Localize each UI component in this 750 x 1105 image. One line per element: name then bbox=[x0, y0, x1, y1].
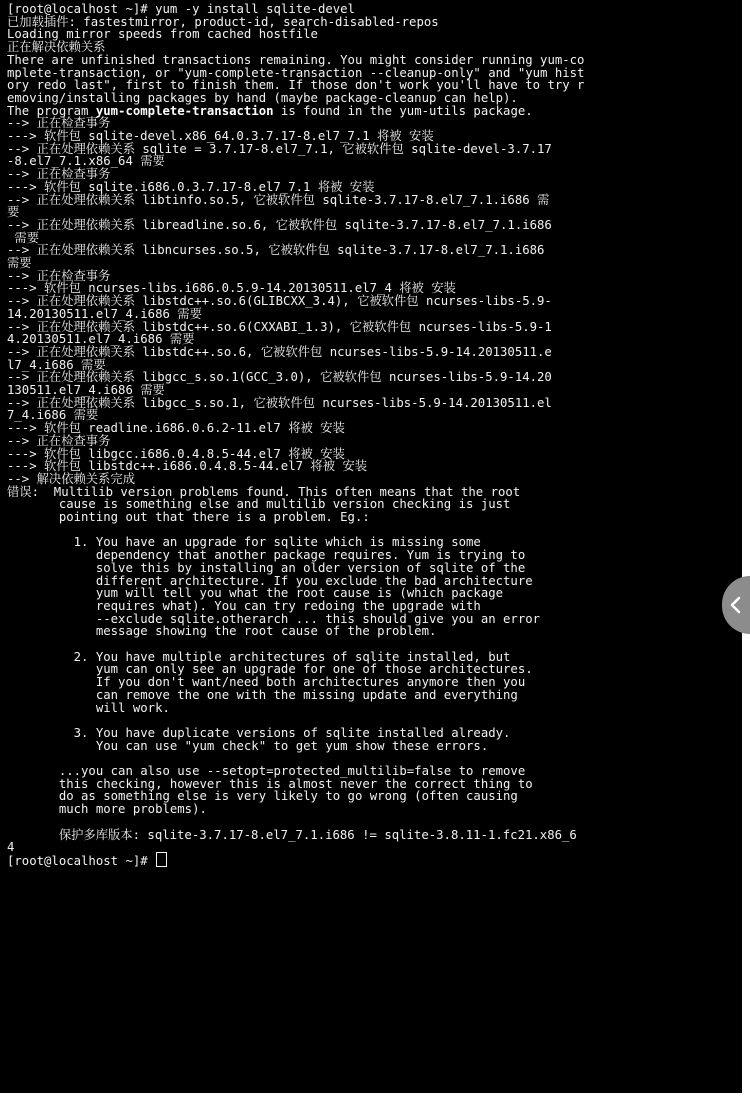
terminal-line: 7_4.i686 需要 bbox=[7, 408, 99, 423]
terminal-line: -8.el7_7.1.x86_64 需要 bbox=[7, 154, 165, 169]
terminal-line: requires what). You can try redoing the upgrade with bbox=[7, 598, 481, 613]
terminal-line: l7_4.i686 需要 bbox=[7, 357, 106, 372]
bold-program-name: yum-complete-transaction bbox=[95, 103, 274, 118]
terminal-line: --> 正在处理依赖关系 libstdc++.so.6, 它被软件包 ncurses-libs-5.9-14.20130511.e bbox=[7, 344, 552, 359]
terminal-line: 3. You have duplicate versions of sqlite installed already. bbox=[7, 725, 511, 740]
terminal-line: --> 正在处理依赖关系 libreadline.so.6, 它被软件包 sqlite-3.7.17-8.el7_7.1.i686 bbox=[7, 217, 552, 232]
terminal-line: pointing out that there is a problem. Eg.: bbox=[7, 510, 370, 524]
terminal-line: 保护多库版本: sqlite-3.7.17-8.el7_7.1.i686 != sqlite-3.8.11-1.fc21.x86_6 bbox=[7, 827, 577, 842]
terminal-line: ory redo last", first to finish them. If those don't work you'll have to try r bbox=[7, 78, 585, 93]
terminal-line: --> 正在检查事务 bbox=[7, 433, 111, 448]
terminal-line: --> 正在处理依赖关系 libncurses.so.5, 它被软件包 sqlite-3.7.17-8.el7_7.1.i686 bbox=[7, 243, 545, 258]
terminal-line: 130511.el7_4.i686 需要 bbox=[7, 383, 165, 397]
terminal-line: can remove the one with the missing update and everything bbox=[7, 687, 518, 702]
terminal-line: mplete-transaction, or "yum-complete-transaction --cleanup-only" and "yum hist bbox=[7, 65, 585, 80]
terminal-line: --> 正在处理依赖关系 libgcc_s.so.1(GCC_3.0), 它被软件包 ncurses-libs-5.9-14.20 bbox=[7, 370, 552, 385]
terminal-line: do as something else is very likely to go wrong (often causing bbox=[7, 789, 518, 804]
terminal-line: --> 正在检查事务 bbox=[7, 116, 111, 131]
block-cursor-icon bbox=[156, 852, 167, 867]
terminal-line: message showing the root cause of the problem. bbox=[7, 624, 437, 639]
terminal-line: Loading mirror speeds from cached hostfile bbox=[7, 27, 318, 42]
terminal-line: this checking, however this is almost never the correct thing to bbox=[7, 776, 533, 791]
terminal-line: different architecture. If you exclude the bad architecture bbox=[7, 573, 533, 588]
terminal-line: --> 正在处理依赖关系 libgcc_s.so.1, 它被软件包 ncurses-libs-5.9-14.20130511.el bbox=[7, 395, 552, 410]
terminal-line: [root@localhost ~]# yum -y install sqlite-devel bbox=[7, 2, 355, 16]
terminal-line: much more problems). bbox=[7, 802, 207, 817]
terminal-line: ---> 软件包 libstdc++.i686.0.4.8.5-44.el7 将被 安装 bbox=[7, 459, 368, 474]
terminal-line: --> 正在处理依赖关系 sqlite = 3.7.17-8.el7_7.1, 它被软件包 sqlite-devel-3.7.17 bbox=[7, 141, 552, 156]
terminal-line: --> 正在检查事务 bbox=[7, 167, 111, 182]
terminal-line: yum will tell you what the root cause is (which package bbox=[7, 586, 504, 601]
terminal-line: 14.20130511.el7_4.i686 需要 bbox=[7, 306, 202, 321]
terminal-line: ---> 软件包 ncurses-libs.i686.0.5.9-14.20130511.el7_4 将被 安装 bbox=[7, 281, 456, 296]
terminal-line: 已加载插件: fastestmirror, product-id, search-disabled-repos bbox=[7, 14, 439, 29]
terminal-line: cause is something else and multilib version checking is just bbox=[7, 497, 511, 512]
terminal-line: yum can only see an upgrade for one of those architectures. bbox=[7, 662, 533, 677]
terminal-line: If you don't want/need both architectures anymore then you bbox=[7, 675, 526, 690]
terminal-line: 错误: Multilib version problems found. This often means that the root bbox=[7, 484, 521, 499]
terminal-line: 需要 bbox=[7, 256, 32, 270]
terminal-line: dependency that another package requires. Yum is trying to bbox=[7, 548, 526, 563]
terminal-line: --> 正在处理依赖关系 libtinfo.so.5, 它被软件包 sqlite-3.7.17-8.el7_7.1.i686 需 bbox=[7, 192, 550, 207]
terminal-line: 需要 bbox=[7, 230, 39, 245]
terminal-line: solve this by installing an older version of sqlite of the bbox=[7, 560, 526, 575]
terminal-line: 4 bbox=[7, 840, 15, 855]
terminal-line: You can use "yum check" to get yum show these errors. bbox=[7, 738, 489, 753]
terminal-line: --exclude sqlite.otherarch ... this should give you an error bbox=[7, 611, 541, 626]
terminal-line: ---> 软件包 sqlite-devel.x86_64.0.3.7.17-8.el7_7.1 将被 安装 bbox=[7, 129, 434, 143]
terminal-line: 要 bbox=[7, 205, 20, 220]
terminal-line: There are unfinished transactions remaining. You might consider running yum-co bbox=[7, 52, 585, 67]
terminal-line: 4.20130511.el7_4.i686 需要 bbox=[7, 332, 195, 347]
terminal-prompt-line bbox=[7, 852, 167, 869]
terminal-line: The program yum-complete-transaction is found in the yum-utils package. bbox=[7, 103, 533, 118]
terminal-line: --> 解决依赖关系完成 bbox=[7, 471, 135, 486]
terminal-line: ---> 软件包 readline.i686.0.6.2-11.el7 将被 安装 bbox=[7, 421, 345, 436]
terminal-line: ---> 软件包 libgcc.i686.0.4.8.5-44.el7 将被 安装 bbox=[7, 446, 345, 461]
terminal-line: ---> 软件包 sqlite.i686.0.3.7.17-8.el7_7.1 将被 安装 bbox=[7, 179, 375, 194]
terminal-line: will work. bbox=[7, 700, 170, 715]
terminal-line: 正在解决依赖关系 bbox=[7, 40, 106, 55]
terminal-line: 2. You have multiple architectures of sqlite installed, but bbox=[7, 649, 511, 664]
shell-prompt: [root@localhost ~]# bbox=[7, 853, 156, 868]
terminal-line: --> 正在处理依赖关系 libstdc++.so.6(GLIBCXX_3.4), 它被软件包 ncurses-libs-5.9- bbox=[7, 294, 552, 309]
terminal-line: ...you can also use --setopt=protected_multilib=false to remove bbox=[7, 764, 526, 778]
terminal-line: --> 正在检查事务 bbox=[7, 268, 111, 283]
terminal-line: 1. You have an upgrade for sqlite which is missing some bbox=[7, 535, 481, 550]
terminal-line: emoving/installing packages by hand (maybe package-cleanup can help). bbox=[7, 90, 518, 105]
chevron-left-icon bbox=[728, 596, 744, 614]
terminal-line: --> 正在处理依赖关系 libstdc++.so.6(CXXABI_1.3), 它被软件包 ncurses-libs-5.9-1 bbox=[7, 319, 552, 334]
